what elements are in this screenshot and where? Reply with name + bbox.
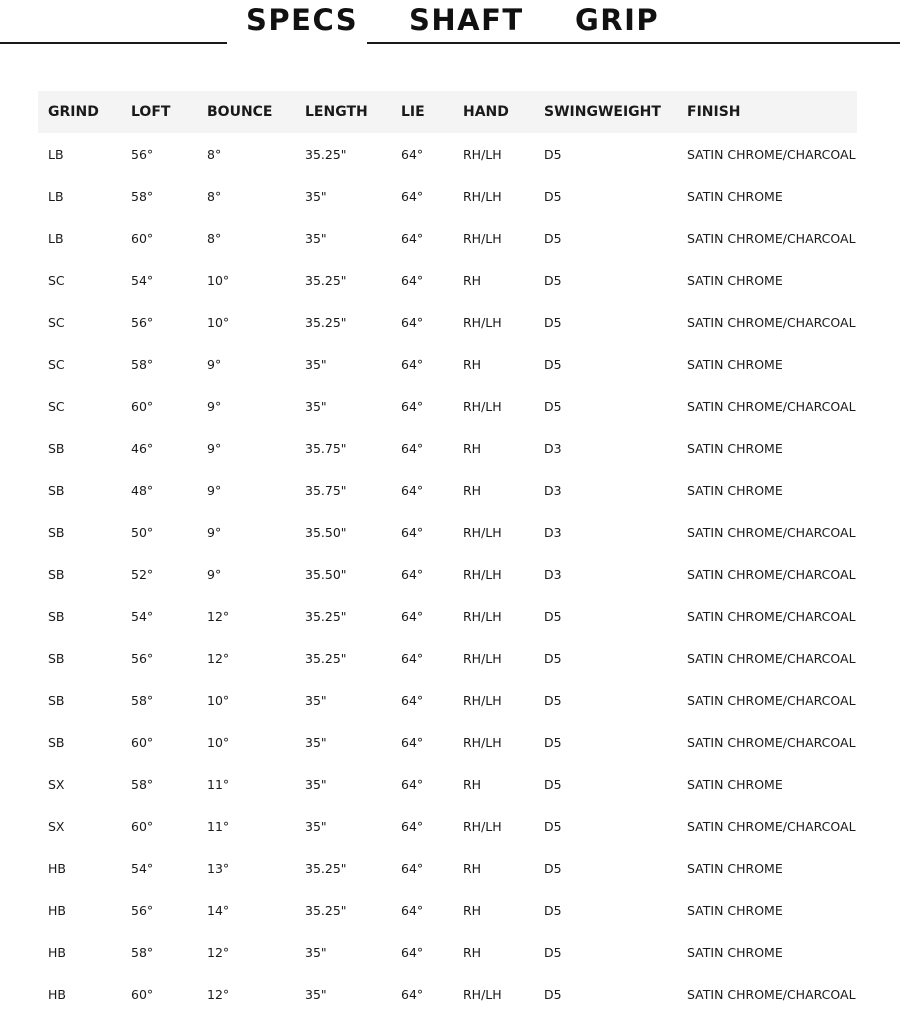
cell-length: 35.25" [305,860,347,876]
cell-grind: SB [48,734,65,750]
cell-length: 35" [305,944,327,960]
cell-swingweight: D5 [544,692,562,708]
cell-swingweight: D5 [544,860,562,876]
cell-length: 35" [305,776,327,792]
cell-swingweight: D3 [544,524,562,540]
cell-loft: 60° [131,986,154,1002]
cell-finish: SATIN CHROME/CHARCOAL [687,524,856,540]
cell-loft: 58° [131,692,154,708]
column-header-hand: HAND [463,91,544,133]
table-row [38,805,857,847]
cell-finish: SATIN CHROME/CHARCOAL [687,566,856,582]
table-row [38,427,857,469]
cell-loft: 54° [131,860,154,876]
cell-lie: 64° [401,314,424,330]
table-row [38,931,857,973]
cell-grind: SB [48,692,65,708]
cell-length: 35" [305,188,327,204]
cell-length: 35.25" [305,650,347,666]
column-header-lie: LIE [401,91,463,133]
table-row [38,511,857,553]
cell-lie: 64° [401,188,424,204]
table-row [38,469,857,511]
cell-swingweight: D5 [544,734,562,750]
cell-bounce: 10° [207,692,230,708]
cell-loft: 54° [131,608,154,624]
cell-finish: SATIN CHROME/CHARCOAL [687,818,856,834]
cell-hand: RH [463,482,482,498]
table-row [38,301,857,343]
cell-lie: 64° [401,734,424,750]
cell-swingweight: D3 [544,440,562,456]
cell-swingweight: D5 [544,650,562,666]
cell-bounce: 12° [207,650,230,666]
cell-lie: 64° [401,524,424,540]
cell-swingweight: D5 [544,818,562,834]
cell-finish: SATIN CHROME/CHARCOAL [687,314,856,330]
cell-hand: RH [463,440,482,456]
cell-swingweight: D5 [544,776,562,792]
cell-length: 35.25" [305,902,347,918]
cell-loft: 56° [131,902,154,918]
cell-loft: 58° [131,944,154,960]
specs-table [38,91,857,1015]
cell-hand: RH [463,902,482,918]
cell-loft: 50° [131,524,154,540]
tab-grip[interactable]: GRIP [575,3,660,37]
cell-hand: RH/LH [463,566,502,582]
cell-swingweight: D5 [544,314,562,330]
cell-lie: 64° [401,566,424,582]
cell-lie: 64° [401,650,424,666]
cell-length: 35.25" [305,272,347,288]
cell-loft: 54° [131,272,154,288]
cell-length: 35" [305,356,327,372]
column-header-loft: LOFT [131,91,207,133]
cell-hand: RH/LH [463,188,502,204]
cell-hand: RH [463,776,482,792]
cell-swingweight: D5 [544,356,562,372]
cell-lie: 64° [401,818,424,834]
cell-bounce: 9° [207,398,222,414]
cell-bounce: 9° [207,524,222,540]
cell-loft: 60° [131,734,154,750]
cell-grind: LB [48,230,64,246]
cell-finish: SATIN CHROME/CHARCOAL [687,734,856,750]
cell-swingweight: D5 [544,398,562,414]
cell-finish: SATIN CHROME/CHARCOAL [687,398,856,414]
cell-grind: SC [48,398,65,414]
cell-bounce: 11° [207,818,230,834]
cell-grind: LB [48,146,64,162]
cell-swingweight: D3 [544,566,562,582]
cell-bounce: 9° [207,440,222,456]
cell-finish: SATIN CHROME [687,776,783,792]
cell-swingweight: D5 [544,608,562,624]
cell-grind: HB [48,986,66,1002]
cell-finish: SATIN CHROME/CHARCOAL [687,608,856,624]
table-row [38,595,857,637]
cell-loft: 58° [131,188,154,204]
cell-loft: 56° [131,314,154,330]
table-row [38,763,857,805]
column-header-swingweight: SWINGWEIGHT [544,91,687,133]
tab-bar [0,0,900,44]
cell-bounce: 8° [207,230,222,246]
table-row [38,973,857,1015]
cell-loft: 56° [131,650,154,666]
table-row [38,133,857,175]
cell-lie: 64° [401,902,424,918]
cell-loft: 60° [131,230,154,246]
cell-lie: 64° [401,398,424,414]
cell-swingweight: D5 [544,272,562,288]
cell-length: 35" [305,986,327,1002]
cell-finish: SATIN CHROME [687,356,783,372]
cell-length: 35.75" [305,482,347,498]
cell-bounce: 13° [207,860,230,876]
cell-lie: 64° [401,608,424,624]
cell-grind: HB [48,944,66,960]
cell-grind: LB [48,188,64,204]
cell-finish: SATIN CHROME [687,440,783,456]
cell-hand: RH [463,356,482,372]
cell-grind: SB [48,650,65,666]
cell-hand: RH [463,272,482,288]
cell-lie: 64° [401,230,424,246]
cell-grind: SC [48,356,65,372]
cell-swingweight: D5 [544,986,562,1002]
cell-length: 35" [305,692,327,708]
cell-finish: SATIN CHROME [687,902,783,918]
cell-lie: 64° [401,482,424,498]
cell-hand: RH/LH [463,986,502,1002]
cell-bounce: 10° [207,272,230,288]
cell-hand: RH [463,860,482,876]
cell-finish: SATIN CHROME [687,188,783,204]
table-row [38,175,857,217]
cell-swingweight: D5 [544,146,562,162]
cell-loft: 46° [131,440,154,456]
column-header-bounce: BOUNCE [207,91,305,133]
cell-lie: 64° [401,944,424,960]
cell-grind: SB [48,566,65,582]
column-header-finish: FINISH [687,91,857,133]
cell-bounce: 9° [207,356,222,372]
cell-hand: RH/LH [463,692,502,708]
cell-swingweight: D3 [544,482,562,498]
cell-loft: 48° [131,482,154,498]
cell-hand: RH/LH [463,650,502,666]
table-row [38,889,857,931]
cell-bounce: 9° [207,482,222,498]
table-row [38,679,857,721]
table-row [38,721,857,763]
cell-finish: SATIN CHROME [687,944,783,960]
cell-lie: 64° [401,776,424,792]
cell-length: 35" [305,734,327,750]
cell-bounce: 12° [207,608,230,624]
cell-grind: SB [48,524,65,540]
cell-length: 35.75" [305,440,347,456]
cell-bounce: 10° [207,314,230,330]
table-header-row [38,91,857,133]
cell-swingweight: D5 [544,188,562,204]
table-row [38,217,857,259]
cell-finish: SATIN CHROME/CHARCOAL [687,986,856,1002]
cell-loft: 56° [131,146,154,162]
cell-hand: RH/LH [463,398,502,414]
table-row [38,553,857,595]
cell-bounce: 10° [207,734,230,750]
cell-swingweight: D5 [544,230,562,246]
cell-hand: RH/LH [463,734,502,750]
cell-loft: 58° [131,776,154,792]
cell-swingweight: D5 [544,944,562,960]
cell-lie: 64° [401,860,424,876]
cell-loft: 60° [131,818,154,834]
table-row [38,259,857,301]
cell-grind: SB [48,440,65,456]
cell-length: 35" [305,818,327,834]
cell-hand: RH/LH [463,524,502,540]
cell-bounce: 9° [207,566,222,582]
cell-grind: HB [48,860,66,876]
cell-finish: SATIN CHROME/CHARCOAL [687,692,856,708]
cell-grind: SC [48,272,65,288]
cell-bounce: 12° [207,944,230,960]
cell-lie: 64° [401,356,424,372]
cell-grind: SB [48,482,65,498]
cell-lie: 64° [401,146,424,162]
cell-grind: SB [48,608,65,624]
cell-hand: RH/LH [463,146,502,162]
cell-length: 35.50" [305,524,347,540]
cell-finish: SATIN CHROME [687,860,783,876]
cell-grind: SX [48,818,65,834]
cell-lie: 64° [401,692,424,708]
cell-lie: 64° [401,986,424,1002]
cell-bounce: 8° [207,146,222,162]
cell-length: 35" [305,230,327,246]
cell-finish: SATIN CHROME/CHARCOAL [687,650,856,666]
cell-bounce: 8° [207,188,222,204]
cell-hand: RH/LH [463,230,502,246]
cell-swingweight: D5 [544,902,562,918]
cell-lie: 64° [401,272,424,288]
cell-finish: SATIN CHROME [687,482,783,498]
cell-bounce: 11° [207,776,230,792]
tab-specs[interactable]: SPECS [246,3,359,37]
cell-finish: SATIN CHROME/CHARCOAL [687,230,856,246]
cell-finish: SATIN CHROME/CHARCOAL [687,146,856,162]
cell-grind: SX [48,776,65,792]
table-row [38,847,857,889]
table-row [38,637,857,679]
cell-hand: RH/LH [463,314,502,330]
table-row [38,385,857,427]
cell-grind: HB [48,902,66,918]
cell-grind: SC [48,314,65,330]
cell-bounce: 14° [207,902,230,918]
cell-loft: 52° [131,566,154,582]
cell-hand: RH [463,944,482,960]
cell-loft: 60° [131,398,154,414]
cell-bounce: 12° [207,986,230,1002]
cell-lie: 64° [401,440,424,456]
cell-loft: 58° [131,356,154,372]
cell-length: 35.25" [305,608,347,624]
cell-length: 35.25" [305,146,347,162]
cell-hand: RH/LH [463,818,502,834]
active-tab-indicator [227,41,367,45]
column-header-length: LENGTH [305,91,401,133]
cell-length: 35.25" [305,314,347,330]
cell-hand: RH/LH [463,608,502,624]
cell-finish: SATIN CHROME [687,272,783,288]
cell-length: 35.50" [305,566,347,582]
column-header-grind: GRIND [38,91,131,133]
cell-length: 35" [305,398,327,414]
tab-shaft[interactable]: SHAFT [409,3,524,37]
table-row [38,343,857,385]
